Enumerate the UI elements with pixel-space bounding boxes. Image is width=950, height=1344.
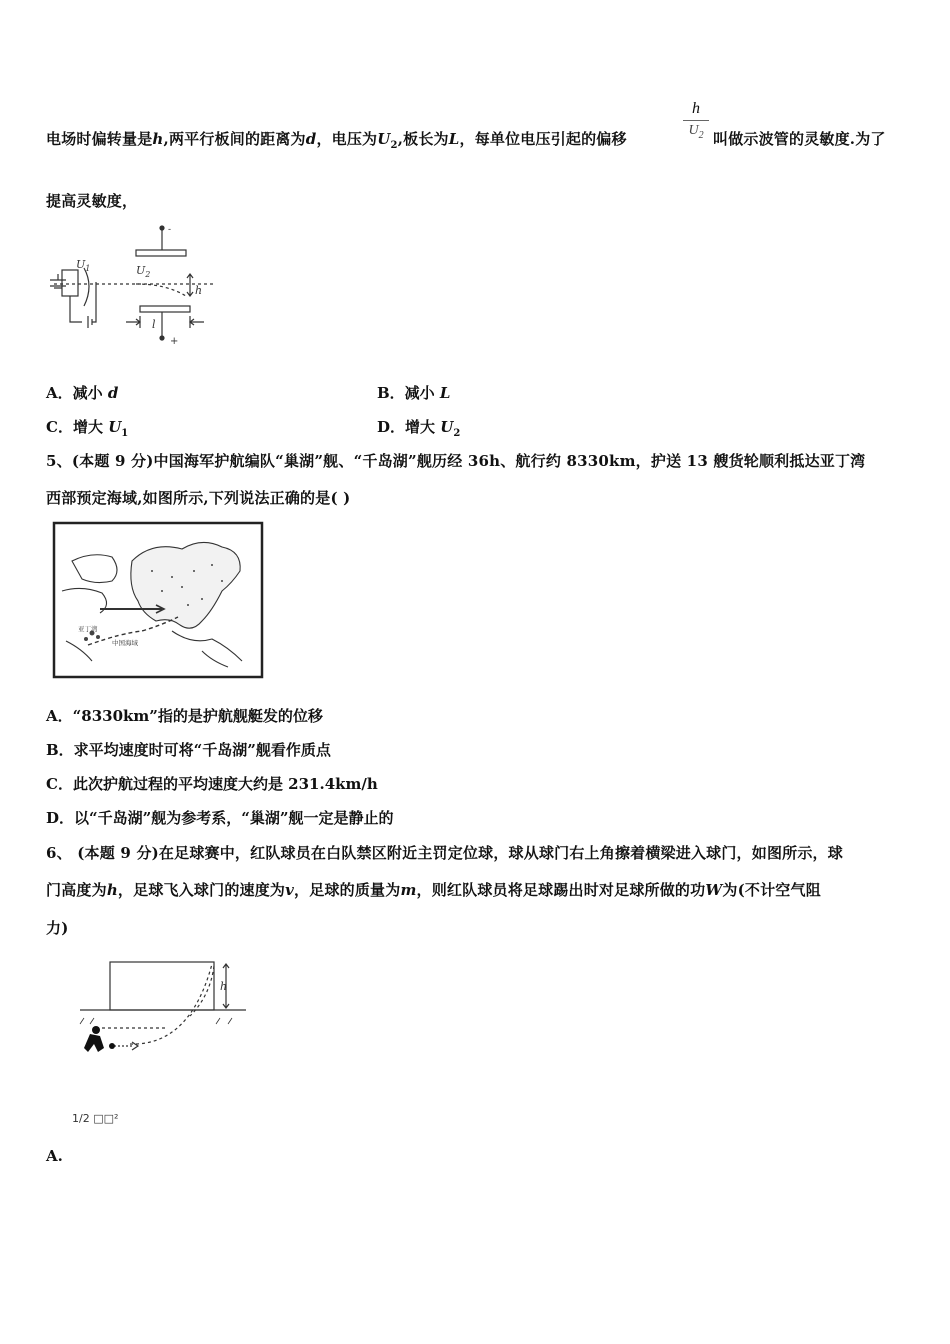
q6-line1: 6、 (本题 9 分)在足球赛中，红队球员在白队禁区附近主罚定位球，球从球门右上角擦着横梁进入球门，如图所示，球 <box>46 844 843 862</box>
q4-option-c: C．增大 $U_1$ <box>46 418 129 439</box>
q4-option-b: B．减小 L <box>377 384 451 402</box>
l-label: l <box>152 318 156 331</box>
q6-line2: 门高度为h，足球飞入球门的速度为v，足球的质量为m，则红队球员将足球踢出时对足球所做的功W为(不计空气阻 <box>46 881 821 899</box>
minus-label: - <box>168 225 172 235</box>
q6-option-a-label: A. <box>46 1147 63 1165</box>
u2-label: $U_2$ <box>136 264 151 279</box>
q4-line1-end: 叫做示波管的灵敏度.为了 <box>713 130 886 148</box>
map-label-china-sea: 中国海域 <box>112 639 138 647</box>
q6-line3: 力) <box>46 919 69 937</box>
oscilloscope-figure <box>44 222 224 348</box>
q5-option-c: C．此次护航过程的平均速度大约是 231.4km/h <box>46 775 378 793</box>
plus-label: + <box>170 336 179 347</box>
q5-option-a: A．“8330km”指的是护航舰艇发的位移 <box>46 707 323 725</box>
sensitivity-fraction <box>683 100 709 141</box>
route-map-figure <box>52 521 264 679</box>
answer-a-expression: 1/2 □□² <box>72 1112 119 1125</box>
q5-option-b: B．求平均速度时可将“千岛湖”舰看作质点 <box>46 741 331 759</box>
q4-option-d: D．增大 $U_2$ <box>377 418 461 439</box>
h-label: h <box>195 284 203 297</box>
q5-line1: 5、(本题 9 分)中国海军护航编队“巢湖”舰、“千岛湖”舰历经 36h、航行约 8330km，护送 13 艘货轮顺利抵达亚丁湾 <box>46 452 866 470</box>
q4-option-a: A．减小 d <box>46 384 119 402</box>
goal-kick-figure <box>70 956 250 1066</box>
fraction-denominator: $U_2$ <box>688 123 704 141</box>
q5-line2: 西部预定海域,如图所示,下列说法正确的是( ) <box>46 489 351 507</box>
q4-line2: 提高灵敏度， <box>46 192 138 210</box>
u1-label: $U_1$ <box>76 258 91 273</box>
goal-height-label: h <box>220 980 228 993</box>
fraction-numerator: h <box>692 100 700 117</box>
q4-line1: 电场时偏转量是h,两平行板间的距离为d，电压为$U_2$,板长为L，每单位电压引起的偏移 <box>46 130 627 151</box>
map-label-aden: 亚丁湾 <box>78 625 98 633</box>
q5-option-d: D．以“千岛湖”舰为参考系，“巢湖”舰一定是静止的 <box>46 809 394 827</box>
fraction-bar <box>683 120 709 121</box>
